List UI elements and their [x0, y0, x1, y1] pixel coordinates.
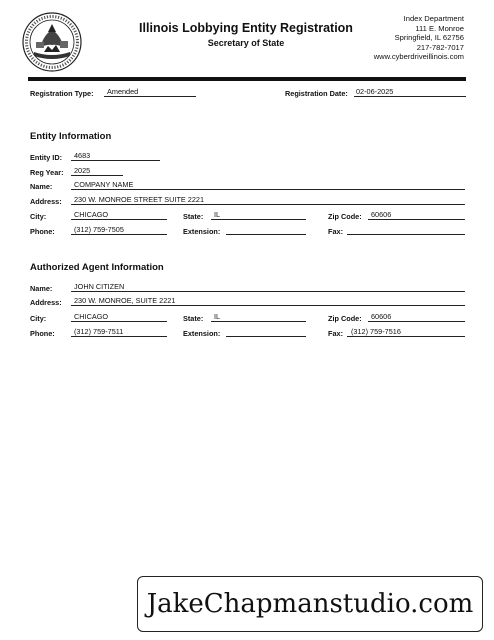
header-title-block — [96, 21, 396, 48]
agent-state-line — [211, 321, 306, 322]
entity-state-label: State: — [183, 212, 204, 221]
reg-year-label: Reg Year: — [30, 168, 64, 177]
entity-state-line — [211, 219, 306, 220]
page-subtitle: Secretary of State — [207, 38, 285, 48]
entity-city-label: City: — [30, 212, 47, 221]
entity-zip-line — [368, 219, 465, 220]
agent-name-value: JOHN CITIZEN — [74, 282, 125, 291]
agent-phone-label: Phone: — [30, 329, 55, 338]
registration-date-label: Registration Date: — [285, 89, 348, 98]
agent-city-line — [71, 321, 167, 322]
entity-city-line — [71, 219, 167, 220]
entity-id-label: Entity ID: — [30, 153, 63, 162]
registration-type-line — [104, 96, 196, 97]
registration-type-value: Amended — [107, 87, 139, 96]
entity-fax-line — [347, 234, 465, 235]
agent-name-label: Name: — [30, 284, 53, 293]
agent-address-label: Address: — [30, 298, 62, 307]
entity-city-value: CHICAGO — [74, 210, 109, 219]
address-line: 111 E. Monroe — [415, 23, 464, 33]
header-divider — [28, 77, 466, 81]
registration-date-line — [354, 96, 466, 97]
page-title: Illinois Lobbying Entity Registration — [139, 21, 353, 35]
entity-id-value: 4683 — [74, 151, 91, 160]
agent-fax-value: (312) 759-7516 — [351, 327, 401, 336]
entity-state-value: IL — [214, 210, 221, 219]
reg-year-line — [71, 175, 123, 176]
agent-section-heading: Authorized Agent Information — [30, 262, 164, 273]
agent-zip-label: Zip Code: — [328, 314, 362, 323]
agent-city-value: CHICAGO — [74, 312, 109, 321]
agent-phone-value: (312) 759-7511 — [74, 327, 124, 336]
entity-phone-value: (312) 759-7505 — [74, 225, 124, 234]
agent-zip-value: 60606 — [371, 312, 392, 321]
address-line: 217-782-7017 — [416, 42, 464, 52]
entity-phone-label: Phone: — [30, 227, 55, 236]
entity-extension-label: Extension: — [183, 227, 221, 236]
reg-year-value: 2025 — [74, 166, 91, 175]
entity-section-heading: Entity Information — [30, 131, 112, 142]
agent-state-label: State: — [183, 314, 204, 323]
entity-fax-label: Fax: — [328, 227, 344, 236]
agent-address-value: 230 W. MONROE, SUITE 2221 — [74, 296, 176, 305]
agent-fax-line — [347, 336, 465, 337]
entity-zip-value: 60606 — [371, 210, 392, 219]
address-line: Index Department — [403, 14, 464, 23]
watermark-text: JakeChapmanstudio.com — [146, 589, 474, 619]
agent-city-label: City: — [30, 314, 47, 323]
agent-zip-line — [368, 321, 465, 322]
agent-name-line — [71, 291, 465, 292]
entity-id-line — [71, 160, 160, 161]
entity-address-line — [71, 204, 465, 205]
entity-address-value: 230 W. MONROE STREET SUITE 2221 — [74, 195, 205, 204]
agent-extension-label: Extension: — [183, 329, 221, 338]
agent-address-line — [71, 305, 465, 306]
agent-extension-line — [226, 336, 306, 337]
agent-state-value: IL — [214, 312, 221, 321]
agent-phone-line — [71, 336, 167, 337]
entity-name-value: COMPANY NAME — [74, 180, 134, 189]
office-address — [374, 14, 464, 62]
website-link[interactable]: www.cyberdriveillinois.com — [373, 52, 464, 61]
registration-type-label: Registration Type: — [30, 89, 94, 98]
entity-phone-line — [71, 234, 167, 235]
registration-date-value: 02-06-2025 — [356, 87, 394, 96]
entity-extension-line — [226, 234, 306, 235]
entity-name-line — [71, 189, 465, 190]
agent-fax-label: Fax: — [328, 329, 344, 338]
entity-zip-label: Zip Code: — [328, 212, 362, 221]
entity-name-label: Name: — [30, 182, 53, 191]
address-line: Springfield, IL 62756 — [394, 33, 464, 42]
entity-address-label: Address: — [30, 197, 62, 206]
illinois-state-seal-icon — [22, 12, 82, 72]
